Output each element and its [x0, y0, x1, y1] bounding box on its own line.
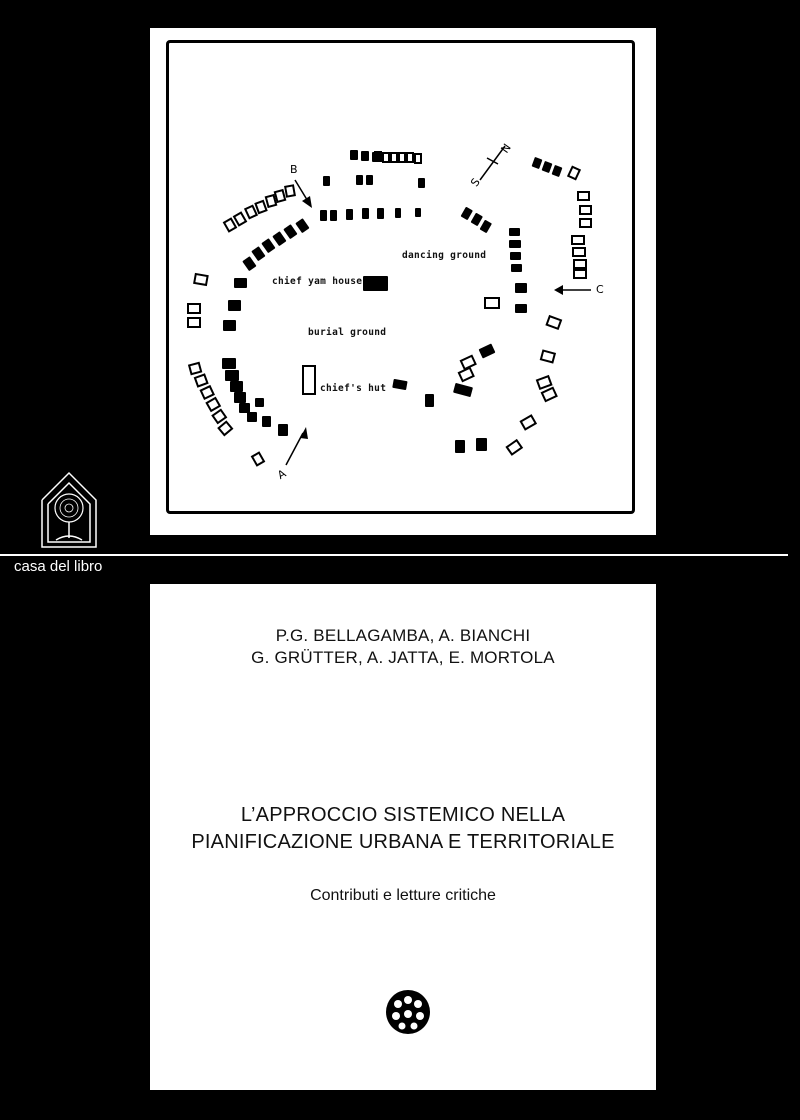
marker-b: B [290, 163, 298, 176]
cover-map-panel [150, 28, 656, 535]
marker-a: A [275, 466, 289, 483]
marker-c: C [596, 283, 604, 296]
burial-ground-label: burial ground [308, 327, 387, 338]
compass-south: S [468, 175, 483, 190]
subtitle: Contributi e letture critiche [310, 887, 496, 904]
compass-north: N [498, 141, 514, 156]
casa-del-libro-logo-icon [38, 470, 100, 550]
cover-text-panel [150, 584, 656, 1090]
dancing-ground-label: dancing ground [402, 250, 487, 261]
separator-rule [0, 554, 788, 556]
village-map-drawing [150, 28, 656, 535]
authors-line-1: P.G. BELLAGAMBA, A. BIANCHI [275, 626, 531, 645]
authors-line-2: G. GRÜTTER, A. JATTA, E. MORTOLA [251, 648, 555, 667]
title-line-2: PIANIFICAZIONE URBANA E TERRITORIALE [191, 831, 615, 853]
chiefs-hut-label: chief's hut [320, 383, 387, 394]
logo-text: casa del libro [14, 558, 103, 575]
chief-yam-house-label: chief yam house [272, 276, 363, 287]
publisher-emblem-icon [382, 984, 434, 1040]
title-line-1: L’APPROCCIO SISTEMICO NELLA [240, 804, 566, 826]
